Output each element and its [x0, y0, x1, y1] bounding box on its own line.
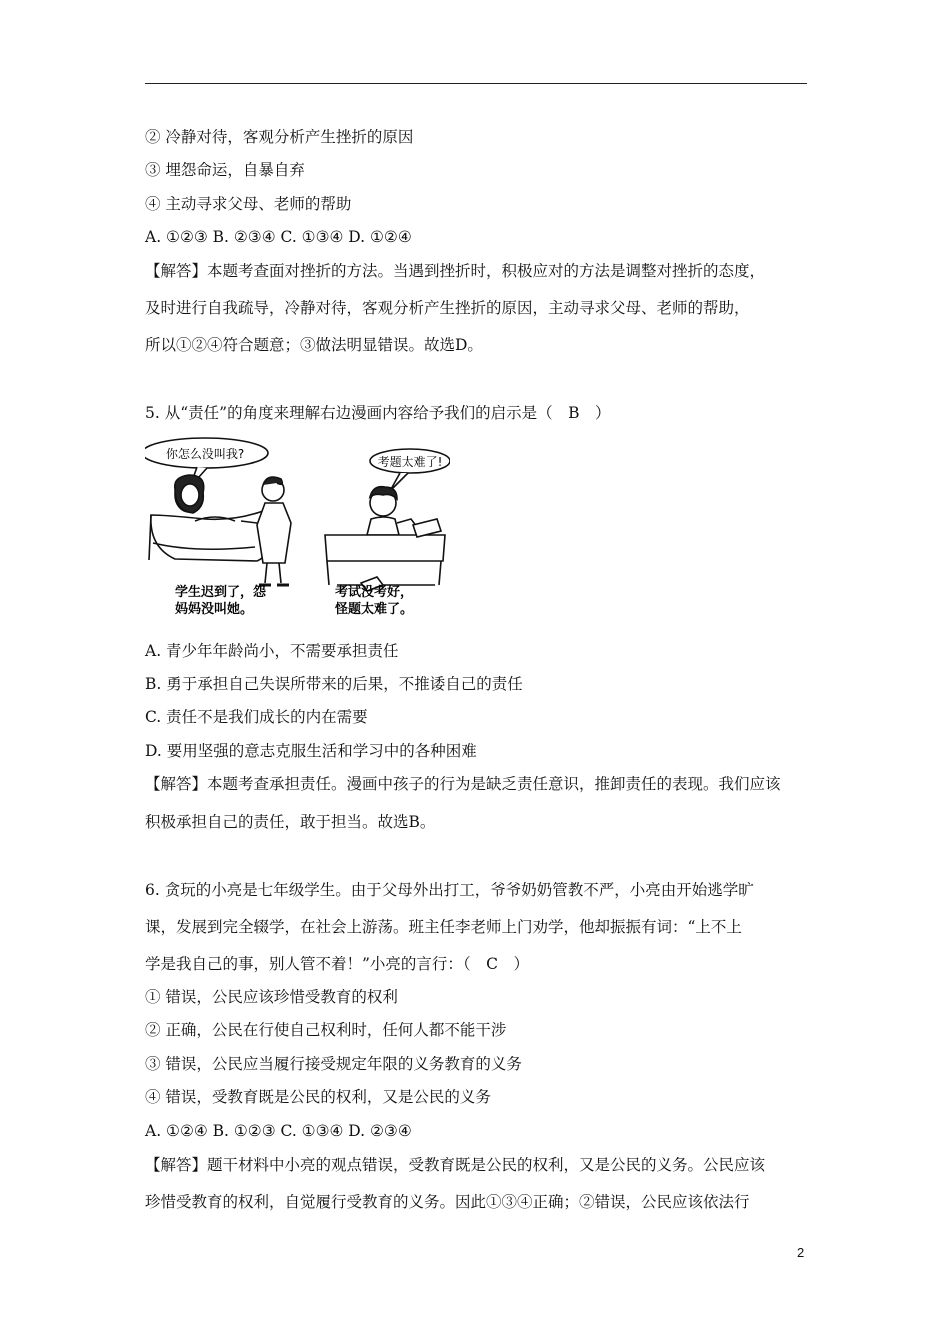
q5-option-a: A. 青少年年龄尚小，不需要承担责任	[145, 642, 399, 660]
header-rule	[145, 83, 807, 84]
q5-option-b: B. 勇于承担自己失误所带来的后果，不推诿自己的责任	[145, 675, 523, 693]
q5-option-d: D. 要用坚强的意志克服生活和学习中的各种困难	[145, 742, 477, 760]
q6-answer-line: 珍惜受教育的权利，自觉履行受教育的义务。因此①③④正确；②错误，公民应该依法行	[145, 1193, 750, 1211]
speech-bubble-left: 你怎么没叫我?	[165, 447, 245, 461]
comic-right-panel	[325, 449, 450, 591]
q6-question-line: 课，发展到完全辍学，在社会上游荡。班主任李老师上门劝学，他却振振有词：“上不上	[145, 918, 742, 936]
q6-question-line: 6. 贪玩的小亮是七年级学生。由于父母外出打工，爷爷奶奶管教不严，小亮由开始逃学旷	[145, 881, 754, 899]
comic-caption-right: 考试没考好，	[335, 585, 414, 600]
q6-option-1: ① 错误，公民应该珍惜受教育的权利	[145, 988, 398, 1006]
q5-option-c: C. 责任不是我们成长的内在需要	[145, 708, 368, 726]
q6-question-line: 学是我自己的事，别人管不着！”小亮的言行：（ C ）	[145, 955, 530, 973]
comic-caption-left: 学生迟到了，怨	[175, 585, 267, 600]
q6-choices: A. ①②④ B. ①②③ C. ①③④ D. ②③④	[145, 1122, 412, 1140]
q5-answer-line: 积极承担自己的责任，敢于担当。故选B。	[145, 813, 436, 831]
comic-caption-left: 妈妈没叫她。	[175, 602, 254, 617]
q4-choices: A. ①②③ B. ②③④ C. ①③④ D. ①②④	[145, 228, 412, 246]
q5-answer-line: 【解答】本题考查承担责任。漫画中孩子的行为是缺乏责任意识，推卸责任的表现。我们应该	[145, 775, 781, 793]
speech-bubble-right: 考题太难了!	[377, 455, 443, 469]
q4-option-2: ② 冷静对待，客观分析产生挫折的原因	[145, 128, 414, 146]
page-number: 2	[797, 1245, 805, 1260]
q4-option-4: ④ 主动寻求父母、老师的帮助	[145, 195, 352, 213]
q4-answer-line: 【解答】本题考查面对挫折的方法。当遇到挫折时，积极应对的方法是调整对挫折的态度，	[145, 262, 766, 280]
cartoon-illustration	[145, 435, 450, 620]
q6-option-2: ② 正确，公民在行使自己权利时，任何人都不能干涉	[145, 1021, 507, 1039]
q4-answer-line: 及时进行自我疏导，冷静对待，客观分析产生挫折的原因，主动寻求父母、老师的帮助，	[145, 299, 750, 317]
comic-caption-right: 怪题太难了。	[335, 602, 414, 617]
q5-question: 5. 从“责任”的角度来理解右边漫画内容给予我们的启示是（ B ）	[145, 404, 611, 422]
q6-option-4: ④ 错误，受教育既是公民的权利，又是公民的义务	[145, 1088, 491, 1106]
q6-option-3: ③ 错误，公民应当履行接受规定年限的义务教育的义务	[145, 1055, 522, 1073]
q6-answer-line: 【解答】题干材料中小亮的观点错误，受教育既是公民的权利，又是公民的义务。公民应该	[145, 1156, 766, 1174]
q4-answer-line: 所以①②④符合题意；③做法明显错误。故选D。	[145, 336, 483, 354]
q4-option-3: ③ 埋怨命运，自暴自弃	[145, 161, 305, 179]
